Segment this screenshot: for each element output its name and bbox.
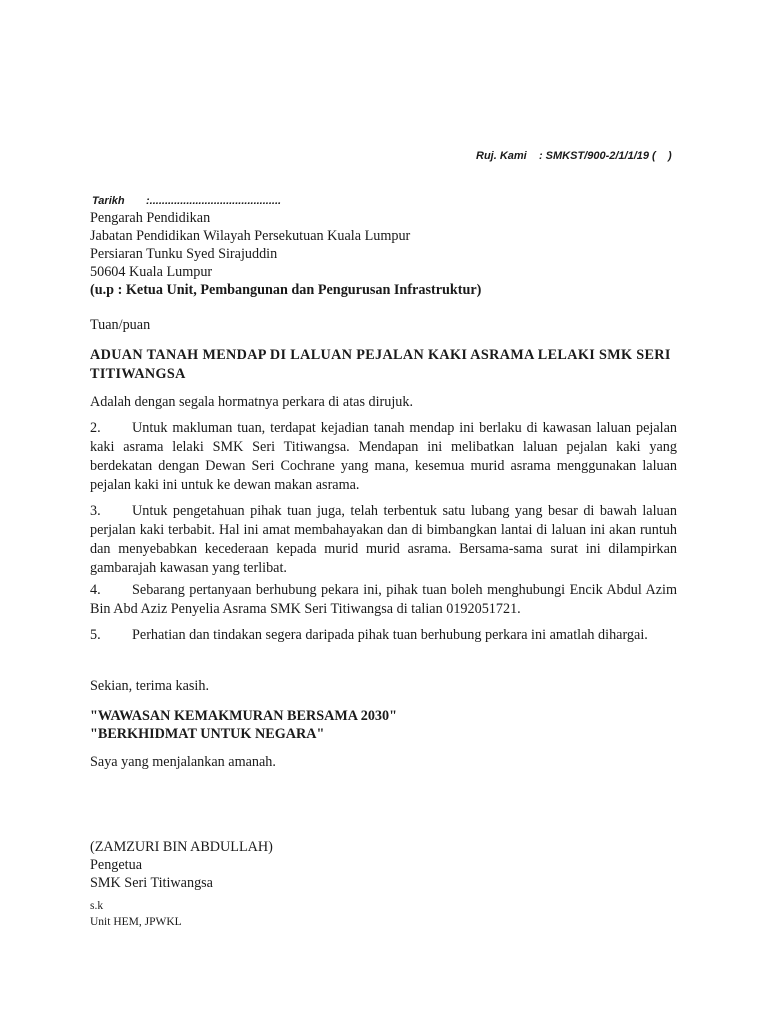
paragraph-text: Sebarang pertanyaan berhubung pekara ini, pihak tuan boleh menghubungi Encik Abdul Azim Bin Abd Aziz Penyelia Asrama SMK Seri Titiwangsa di talian 0192051721. <box>90 582 677 617</box>
paragraph-5 <box>90 626 677 645</box>
paragraph-number: 3. <box>90 503 101 519</box>
recipient-line: Persiaran Tunku Syed Sirajuddin <box>90 246 278 262</box>
cc-label: s.k <box>90 900 104 912</box>
paragraph-4 <box>90 581 677 619</box>
date-line: Tarikh :........................................... <box>92 195 282 207</box>
opening-line: Adalah dengan segala hormatnya perkara di atas dirujuk. <box>90 394 414 410</box>
paragraph-2 <box>90 419 677 495</box>
trust-line: Saya yang menjalankan amanah. <box>90 754 276 770</box>
motto-line: "WAWASAN KEMAKMURAN BERSAMA 2030" <box>90 708 398 724</box>
recipient-line: 50604 Kuala Lumpur <box>90 264 213 280</box>
cc-recipient: Unit HEM, JPWKL <box>90 916 182 928</box>
paragraph-text: Untuk pengetahuan pihak tuan juga, telah terbentuk satu lubang yang besar di bawah laluan perjalan kaki terbabit. Hal ini amat membahayakan dan di bimbangkan lantai di laluan ini akan runtuh dan menyebabkan kecederaan kepada murid murid asrama. Bersama-sama surat ini dilampirkan gambarajah kawasan yang terlibat. <box>90 503 677 576</box>
paragraph-3 <box>90 502 677 578</box>
salutation: Tuan/puan <box>90 317 151 333</box>
cc-block <box>90 898 182 930</box>
paragraph-text: Perhatian dan tindakan segera daripada pihak tuan berhubung perkara ini amatlah dihargai. <box>132 627 648 643</box>
paragraph-number: 5. <box>90 627 101 643</box>
paragraph-number: 2. <box>90 420 101 436</box>
recipient-address <box>90 209 481 299</box>
signatory-title: Pengetua <box>90 857 143 873</box>
recipient-line: Jabatan Pendidikan Wilayah Persekutuan Kuala Lumpur <box>90 228 411 244</box>
motto-line: "BERKHIDMAT UNTUK NEGARA" <box>90 726 325 742</box>
letter-subject: ADUAN TANAH MENDAP DI LALUAN PEJALAN KAKI ASRAMA LELAKI SMK SERI TITIWANGSA <box>90 347 671 382</box>
attention-line: (u.p : Ketua Unit, Pembangunan dan Pengurusan Infrastruktur) <box>90 282 482 298</box>
signatory-school: SMK Seri Titiwangsa <box>90 875 213 891</box>
signatory-name: (ZAMZURI BIN ABDULLAH) <box>90 839 273 855</box>
paragraph-number: 4. <box>90 582 101 598</box>
closing-line: Sekian, terima kasih. <box>90 678 209 694</box>
recipient-line: Pengarah Pendidikan <box>90 210 211 226</box>
reference-number: Ruj. Kami : SMKST/900-2/1/1/19 ( ) <box>476 150 672 162</box>
signature-block <box>90 838 273 892</box>
motto-block <box>90 707 397 743</box>
paragraph-text: Untuk makluman tuan, terdapat kejadian tanah mendap ini berlaku di kawasan laluan pejalan kaki asrama lelaki SMK Seri Titiwangsa. Mendapan ini melibatkan laluan pejalan kaki yang berdekatan dengan Dewan Seri Cochrane yang mana, kesemua murid asrama menggunakan laluan pejalan kaki ini untuk ke dewan makan asrama. <box>90 420 677 493</box>
